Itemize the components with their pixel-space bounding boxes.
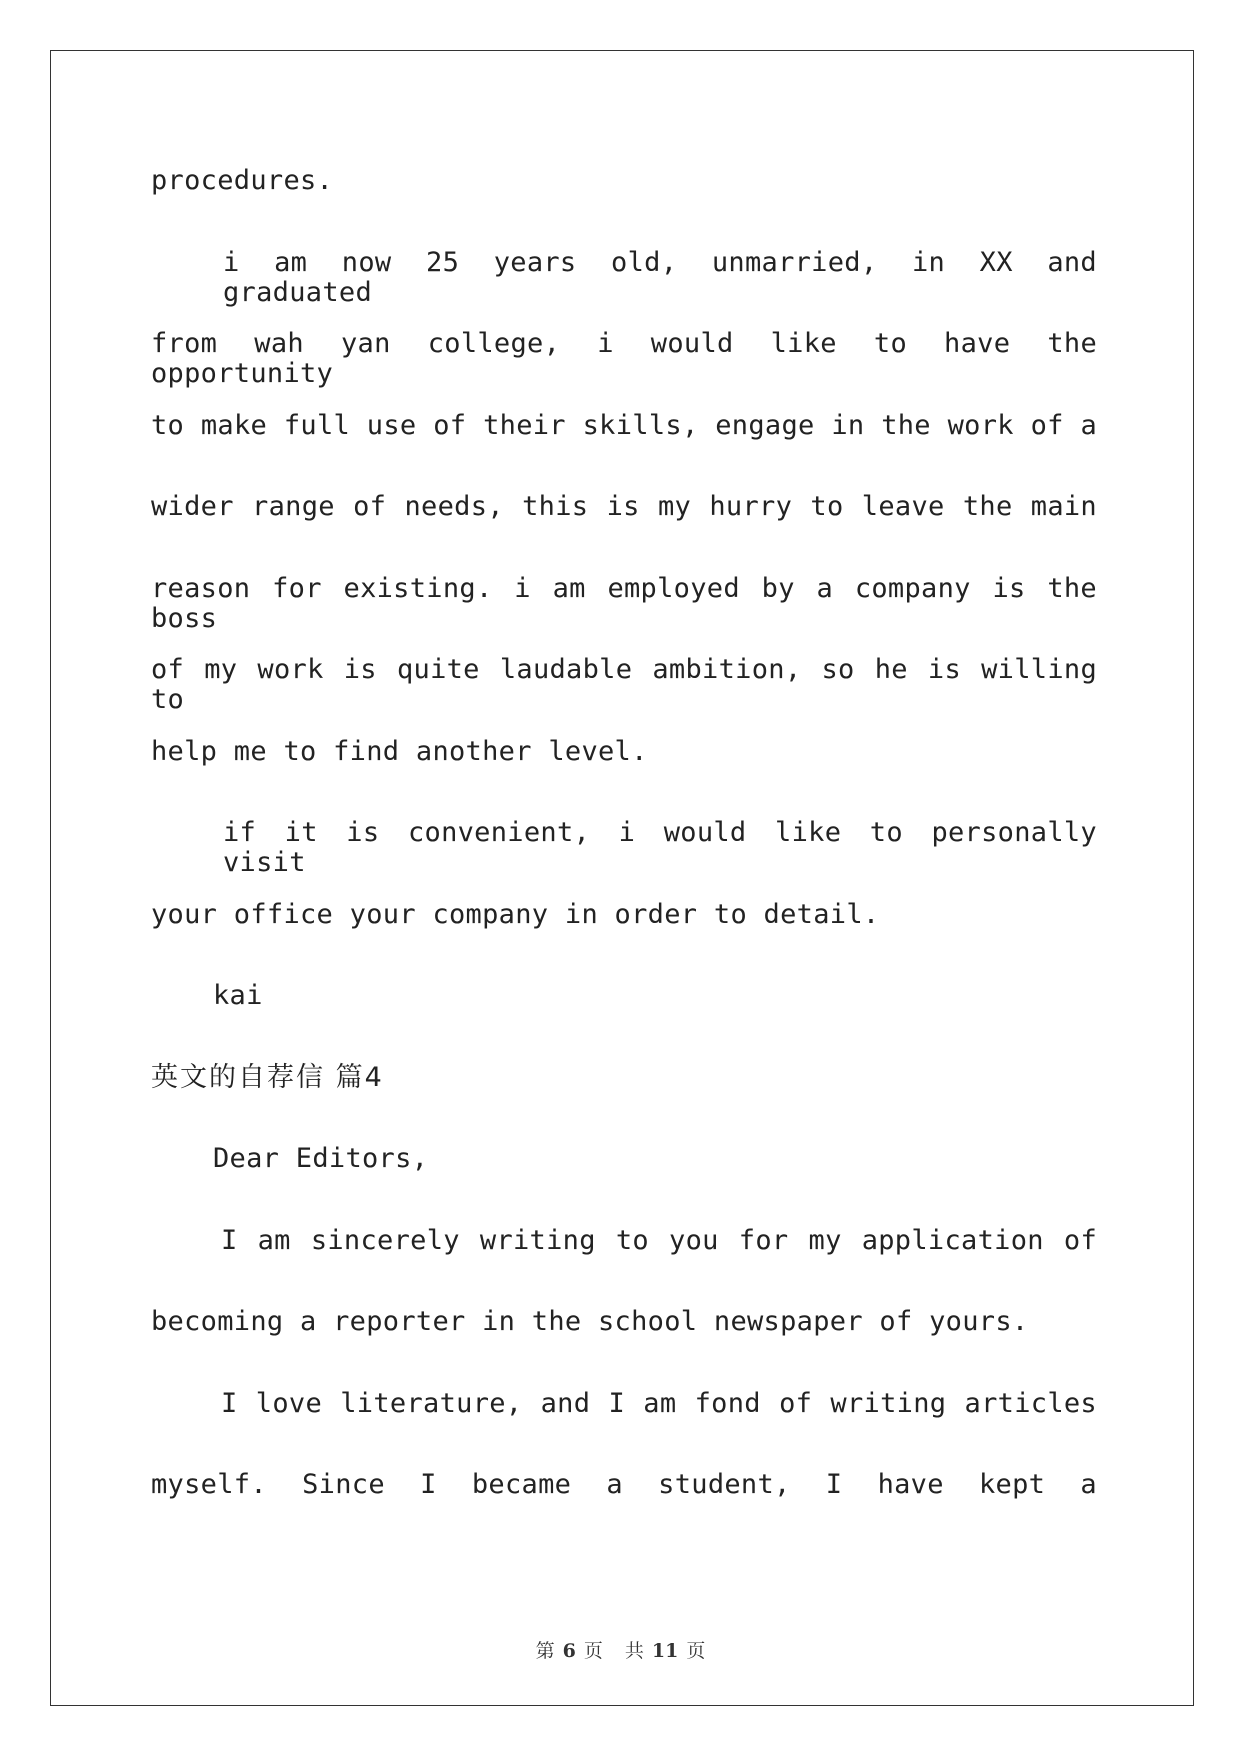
text-line: I love literature, and I am fond of writing articles	[221, 1387, 1097, 1419]
text-line: becoming a reporter in the school newspaper of yours.	[151, 1306, 1029, 1337]
page-indicator	[532, 1640, 607, 1662]
total-prefix: 共	[624, 1640, 644, 1662]
total-suffix: 页	[686, 1640, 706, 1662]
total-pages: 11	[651, 1640, 679, 1662]
text-line: procedures.	[151, 165, 334, 196]
text-line: to make full use of their skills, engage in the work of a	[151, 409, 1097, 441]
text-line: of my work is quite laudable ambition, so he is willing to	[151, 654, 1097, 715]
signature-line: kai	[213, 980, 263, 1011]
total-indicator	[621, 1640, 709, 1662]
text-line: myself. Since I became a student, I have kept a	[151, 1469, 1097, 1500]
text-line: I am sincerely writing to you for my application of	[221, 1224, 1097, 1256]
text-line: your office your company in order to detail.	[151, 898, 880, 930]
page-prefix: 第	[535, 1640, 555, 1662]
text-line: from wah yan college, i would like to have the opportunity	[151, 328, 1097, 389]
page-number: 6	[562, 1640, 576, 1662]
document-body	[151, 166, 1097, 1552]
section-heading: 英文的自荐信 篇4	[151, 1061, 384, 1093]
text-line: help me to find another level.	[151, 735, 648, 767]
salutation-line: Dear Editors,	[213, 1143, 429, 1174]
text-line: wider range of needs, this is my hurry to leave the main	[151, 491, 1097, 522]
text-line: i am now 25 years old, unmarried, in XX and graduated	[223, 246, 1097, 308]
text-line: reason for existing. i am employed by a company is the boss	[151, 572, 1097, 634]
text-line: if it is convenient, i would like to personally visit	[223, 817, 1097, 878]
page-suffix: 页	[583, 1640, 603, 1662]
page-footer	[0, 1636, 1241, 1663]
